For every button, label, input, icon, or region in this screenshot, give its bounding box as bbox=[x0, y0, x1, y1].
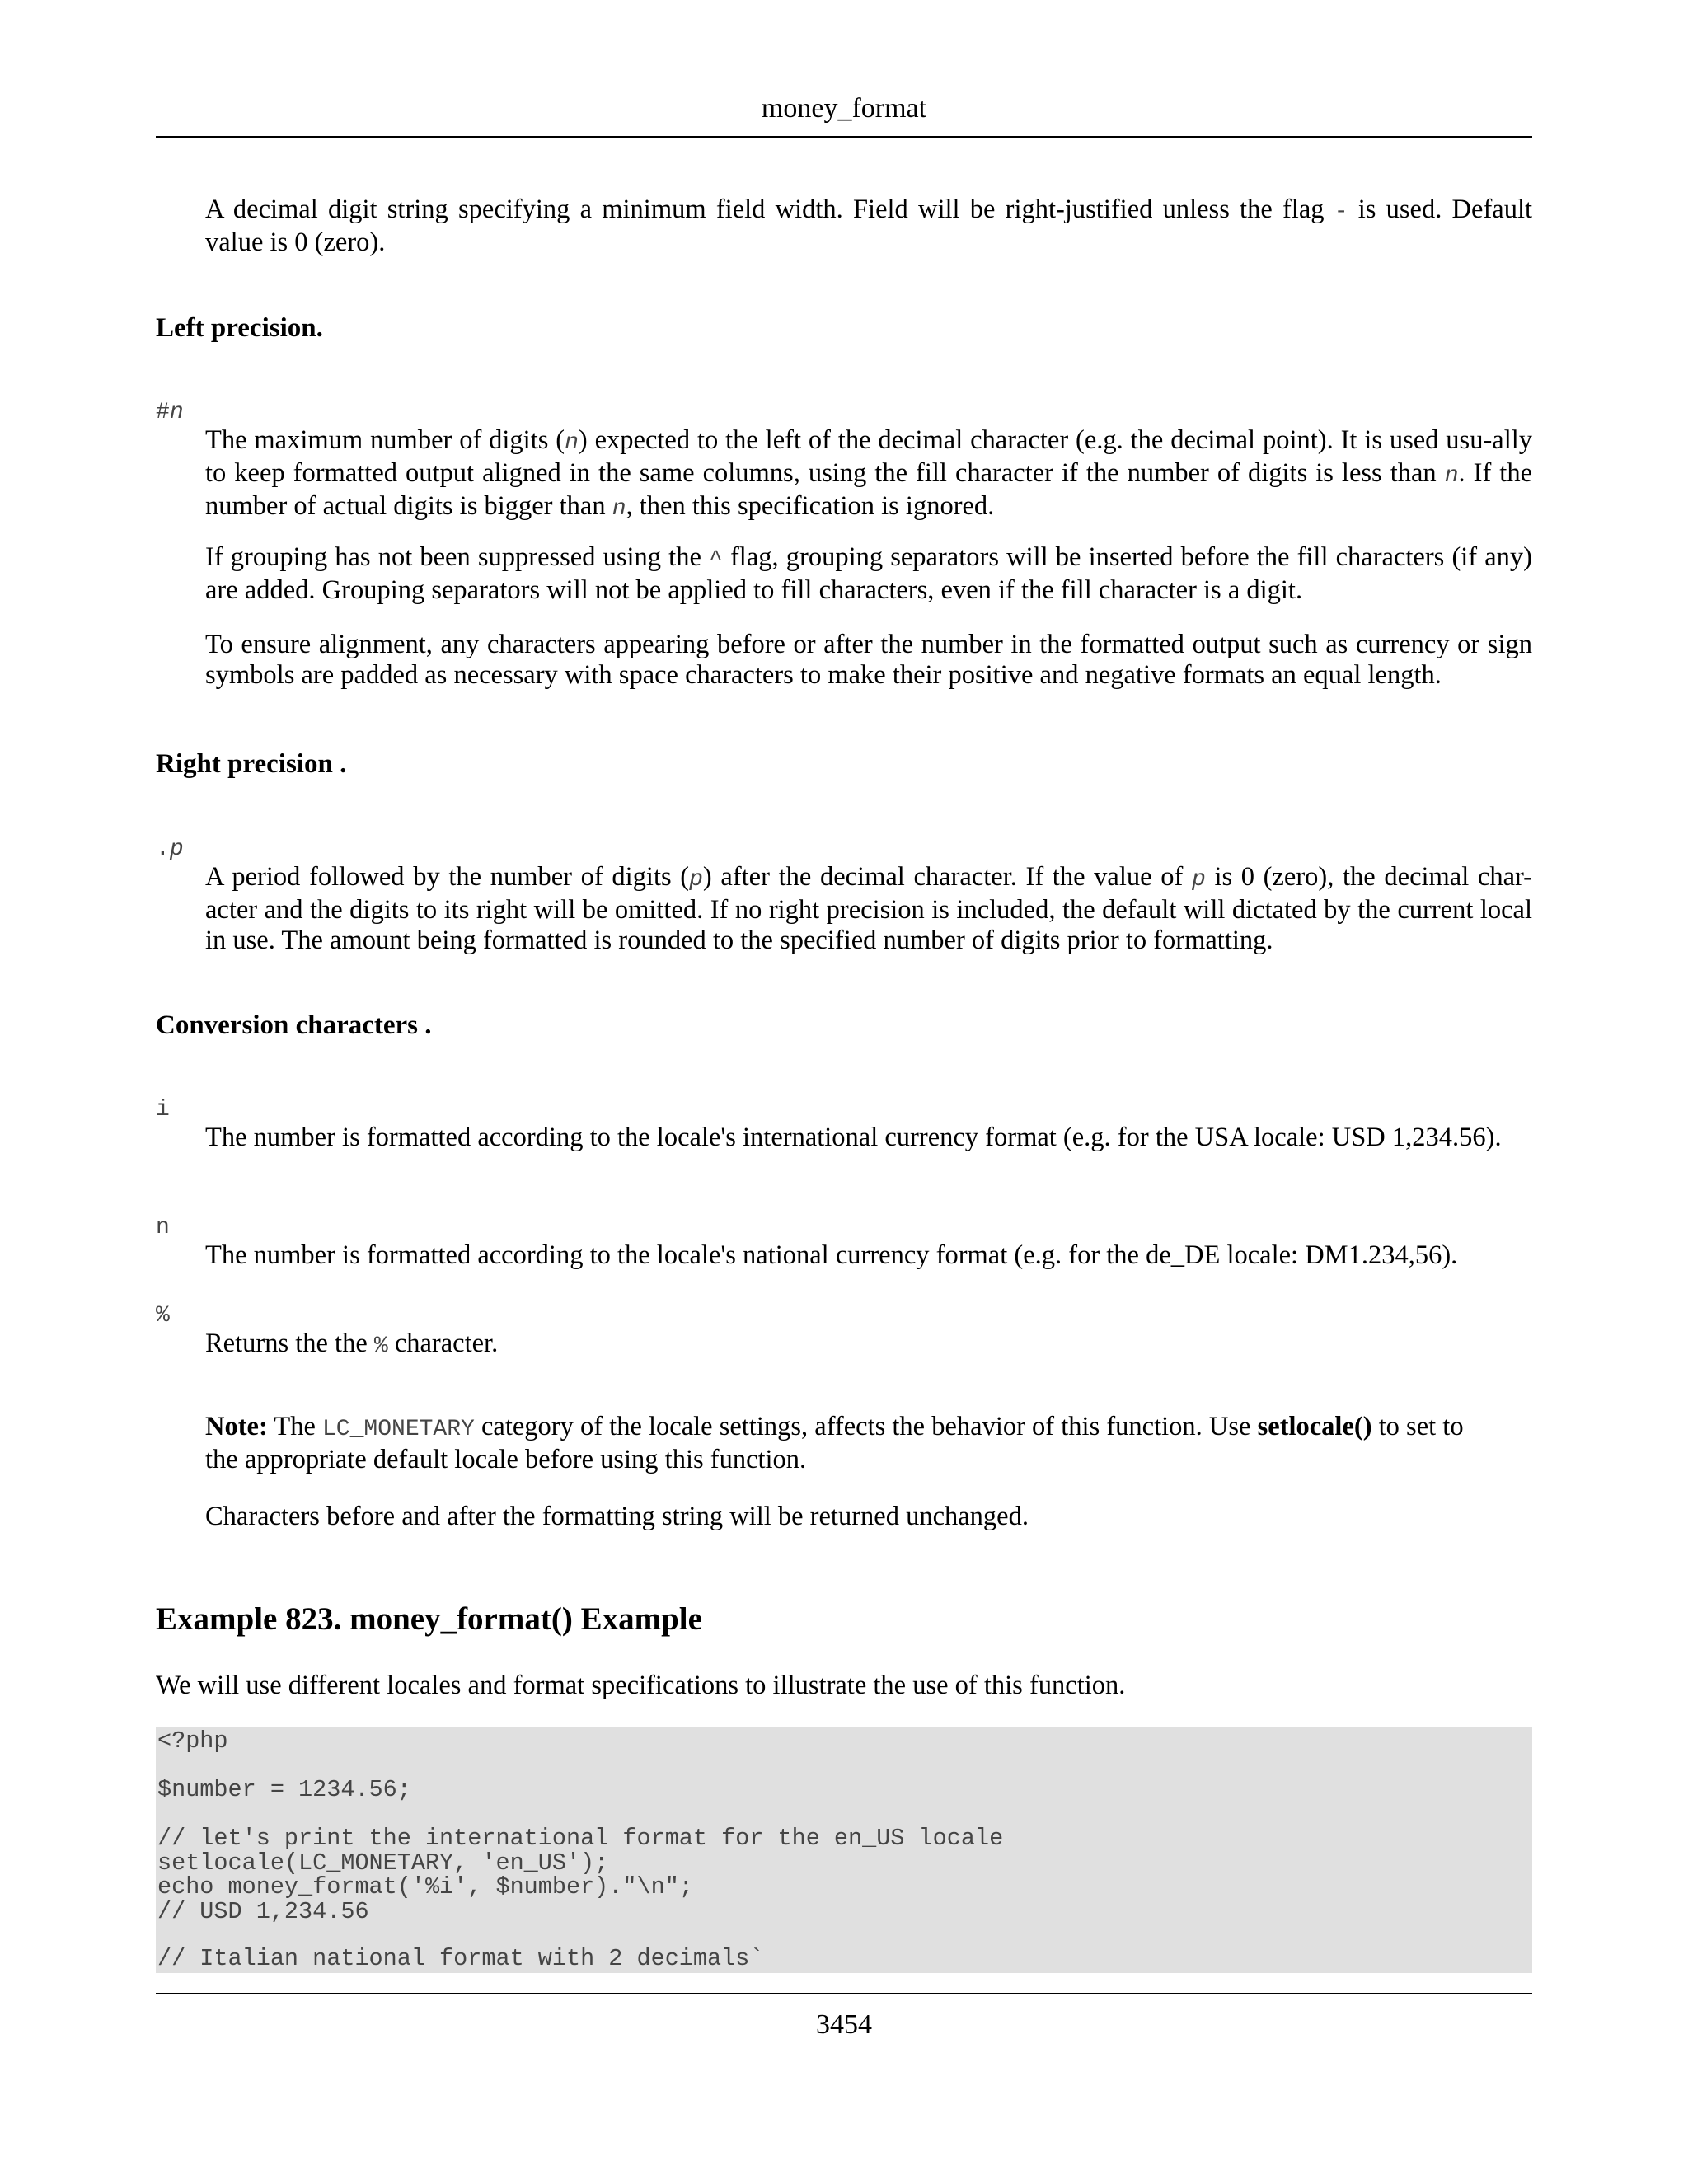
document-page bbox=[156, 0, 1532, 2184]
text: , then this specification is ignored. bbox=[626, 491, 995, 521]
left-precision-p1 bbox=[205, 425, 1532, 524]
example-intro: We will use different locales and format specifications to illustrate the use of this function. bbox=[156, 1671, 1126, 1700]
right-precision-heading: Right precision . bbox=[156, 749, 347, 779]
var-n: n bbox=[1444, 463, 1459, 489]
conversion-desc-percent bbox=[205, 1329, 1532, 1361]
text: ) expected to the left of the decimal character (e.g. the decimal point). It is used usu-ally to keep formatted output aligned in the same columns, using the fill character if the number of digits is less than bbox=[205, 425, 1532, 488]
text: character. bbox=[394, 1329, 499, 1358]
flag-code: - bbox=[1334, 199, 1348, 225]
code-line: setlocale(LC_MONETARY, 'en_US'); bbox=[157, 1849, 609, 1877]
note-paragraph bbox=[205, 1412, 1499, 1475]
text: . If the number of actual digits is bigger than bbox=[205, 458, 1533, 521]
code-line: // let's print the international format for the en_US locale bbox=[157, 1825, 1004, 1852]
conversion-term-percent: % bbox=[156, 1303, 170, 1329]
page-number: 3454 bbox=[816, 2009, 872, 2040]
var-n: n bbox=[612, 496, 626, 522]
text: flag, grouping separators will be inserted before the fill characters (if any) are added. Grouping separators will not be applied to fill characters, even if the fill character is a digit. bbox=[205, 542, 1533, 605]
width-text-after: is used. Default value is 0 (zero). bbox=[205, 194, 1533, 257]
left-precision-p2 bbox=[205, 542, 1532, 606]
text: If grouping has not been suppressed using the bbox=[205, 542, 701, 572]
conversion-desc-i: The number is formatted according to the locale's international currency format (e.g. for the USA locale: USD 1,234.56). bbox=[205, 1122, 1502, 1152]
term-var: n bbox=[169, 400, 184, 425]
code-line: echo money_format('%i', $number)."\n"; bbox=[157, 1873, 693, 1900]
right-precision-p1 bbox=[205, 862, 1532, 956]
code-line: $number = 1234.56; bbox=[157, 1776, 411, 1803]
conversion-desc-n: The number is formatted according to the locale's national currency format (e.g. for the de_DE locale: DM1.234,56). bbox=[205, 1240, 1458, 1270]
conversion-term-n: n bbox=[156, 1215, 170, 1240]
left-precision-term bbox=[156, 399, 184, 427]
conversion-heading: Conversion characters . bbox=[156, 1010, 432, 1040]
term-prefix: . bbox=[156, 837, 170, 862]
note-label: Note: bbox=[205, 1412, 268, 1441]
left-precision-p3: To ensure alignment, any characters appearing before or after the number in the formatted output such as currency or sign symbols are padded as necessary with space characters to make their positive and negative formats an equal length. bbox=[205, 630, 1532, 690]
right-precision-term bbox=[156, 836, 184, 864]
setlocale-link[interactable]: setlocale() bbox=[1257, 1412, 1372, 1441]
text: to set to the appropriate default locale before using this function. bbox=[205, 1412, 1464, 1474]
code-line: // USD 1,234.56 bbox=[157, 1898, 369, 1925]
term-var: p bbox=[169, 837, 184, 862]
conversion-term-i: i bbox=[156, 1097, 170, 1122]
var-n: n bbox=[565, 430, 579, 456]
text: Returns the the bbox=[205, 1329, 368, 1358]
var-p: p bbox=[689, 867, 703, 893]
text: ) after the decimal character. If the value of bbox=[702, 862, 1184, 892]
caret-flag-code: ^ bbox=[709, 547, 723, 573]
code-line: <?php bbox=[157, 1727, 228, 1755]
left-precision-heading: Left precision. bbox=[156, 313, 323, 343]
lc-monetary-code: LC_MONETARY bbox=[322, 1417, 475, 1442]
term-prefix: # bbox=[156, 400, 170, 425]
characters-note: Characters before and after the formatting string will be returned unchanged. bbox=[205, 1502, 1029, 1531]
var-p: p bbox=[1191, 867, 1206, 893]
code-line: // Italian national format with 2 decimals` bbox=[157, 1945, 764, 1972]
percent-code: % bbox=[373, 1333, 388, 1359]
header-rule bbox=[156, 136, 1532, 138]
footer-rule bbox=[156, 1993, 1532, 1994]
text: category of the locale settings, affects the behavior of this function. Use bbox=[481, 1412, 1251, 1441]
code-block bbox=[156, 1727, 1532, 1973]
text: The maximum number of digits ( bbox=[205, 425, 565, 455]
page-header-title: money_format bbox=[761, 93, 927, 124]
example-title: Example 823. money_format() Example bbox=[156, 1601, 702, 1637]
text: is 0 (zero), the decimal char-acter and the digits to its right will be omitted. If no right precision is included, the default will dictated by the current local in use. The amount being formatted is rounded to the specified number of digits prior to formatting. bbox=[205, 862, 1533, 955]
text: A period followed by the number of digits ( bbox=[205, 862, 690, 892]
text: The bbox=[274, 1412, 316, 1441]
width-text: A decimal digit string specifying a minimum field width. Field will be right-justified unless the flag bbox=[205, 194, 1325, 224]
width-description bbox=[205, 194, 1532, 258]
